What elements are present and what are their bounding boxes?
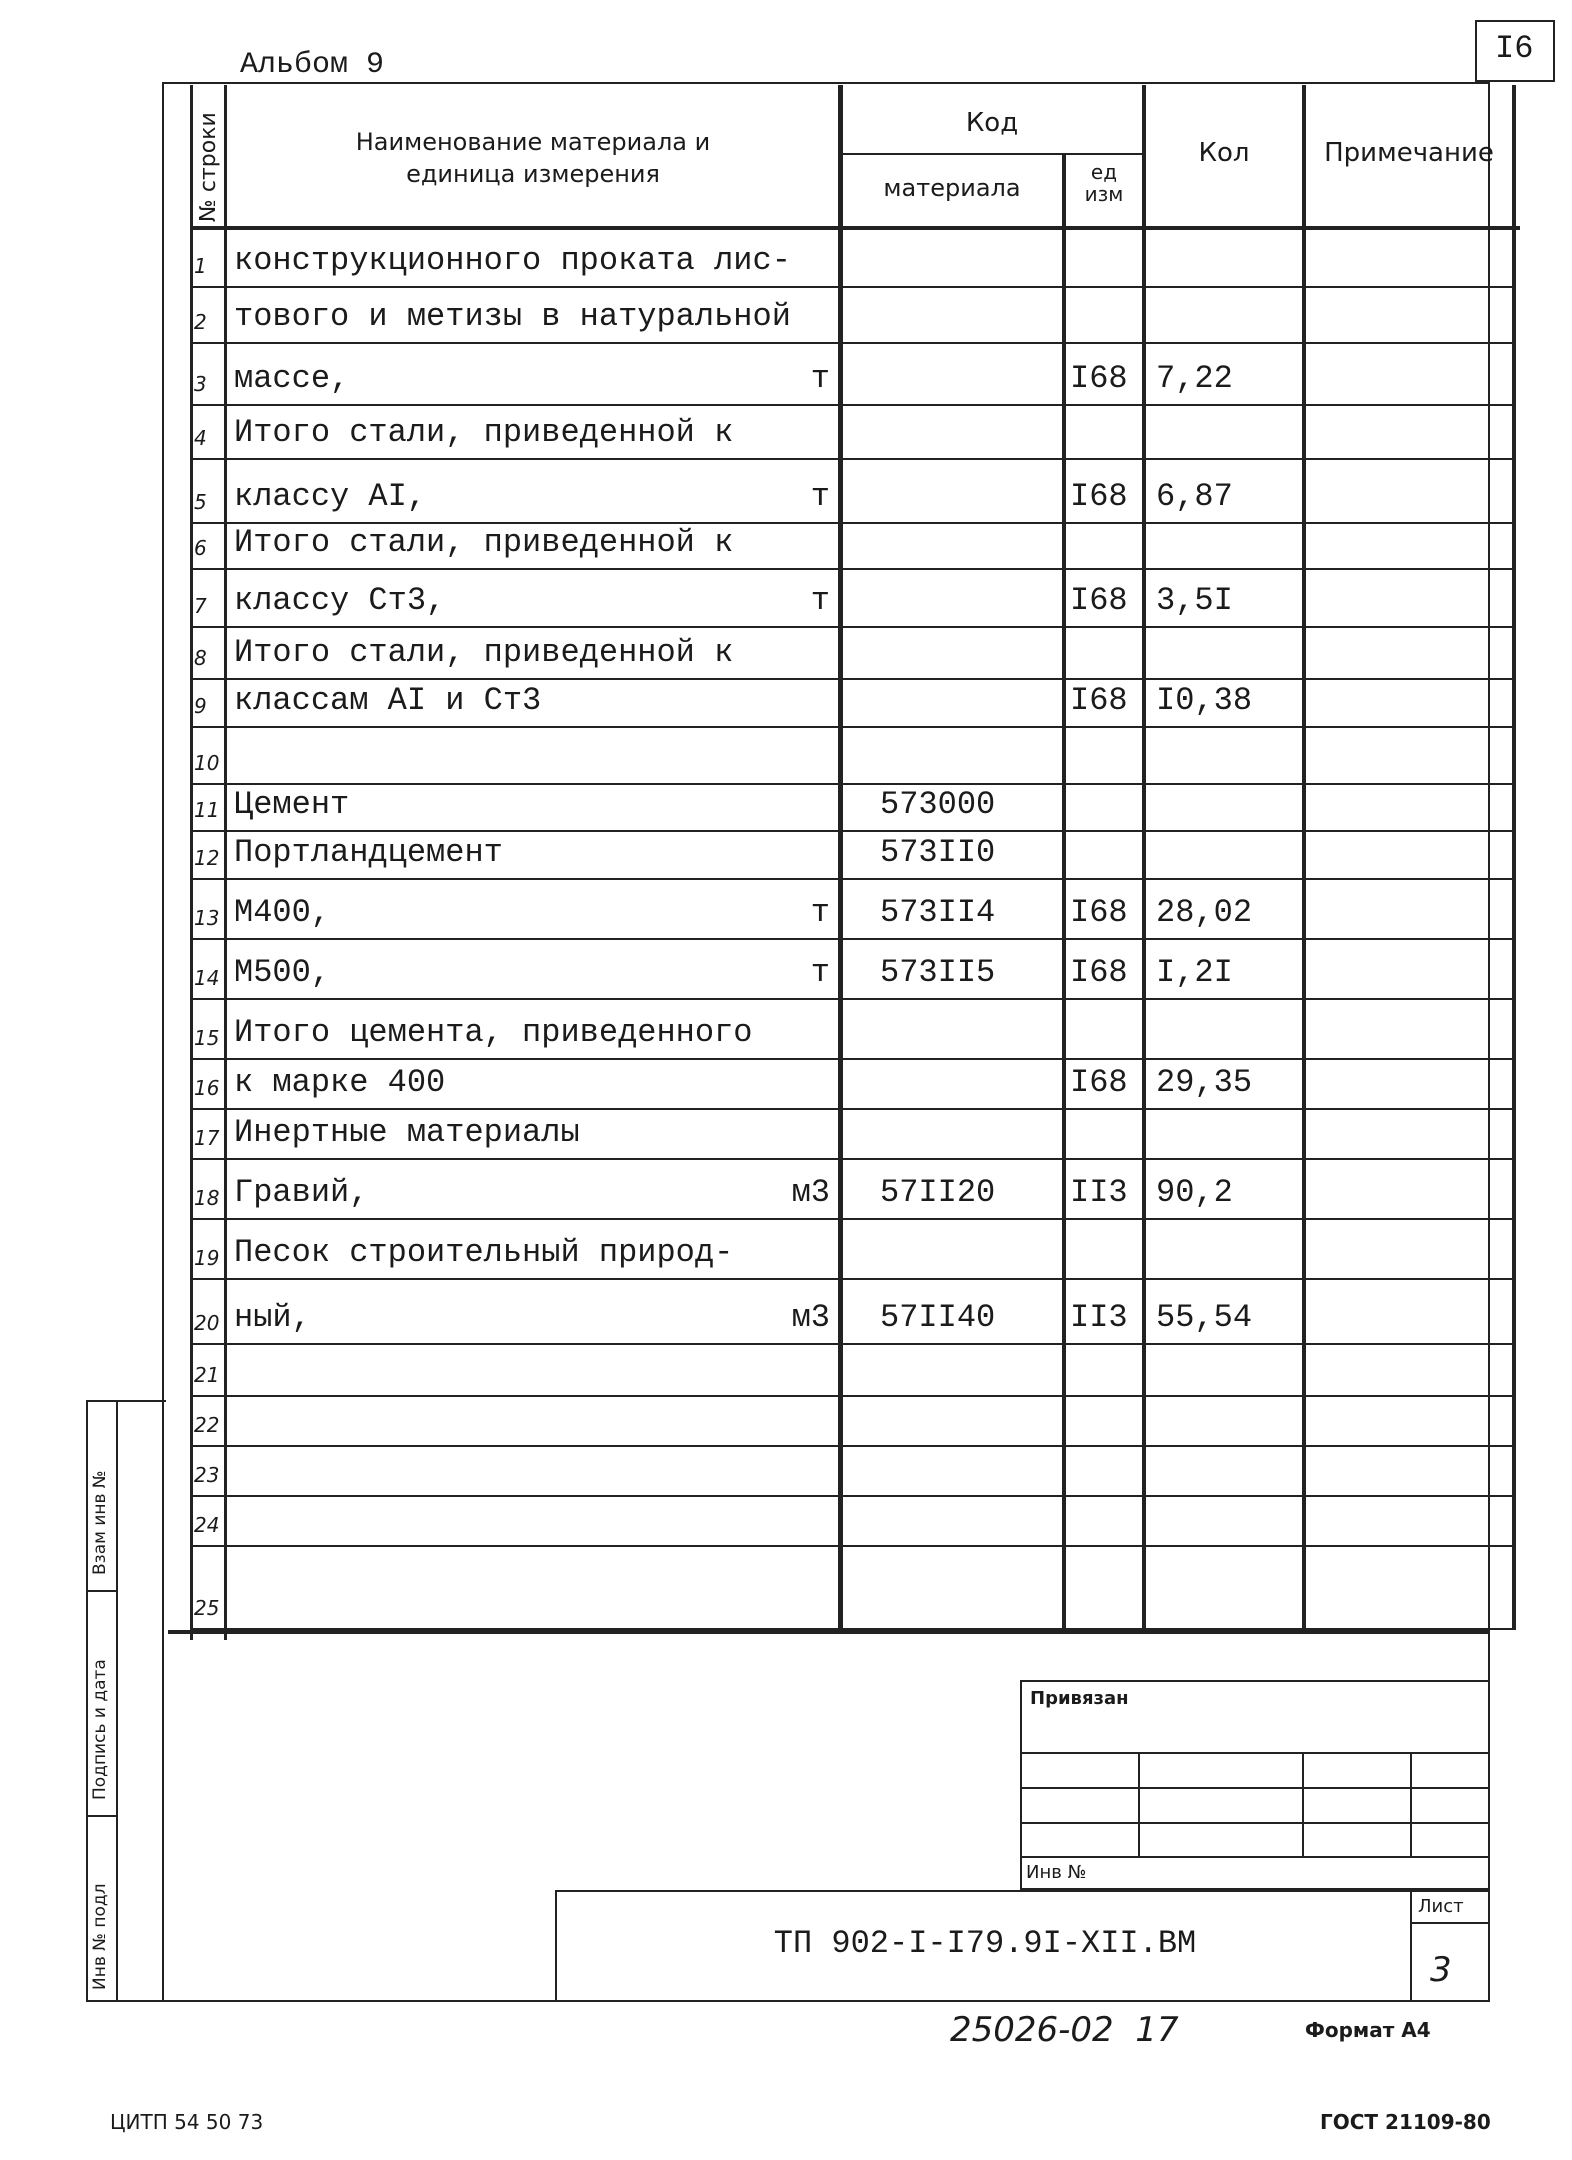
row-number: 3: [194, 372, 207, 396]
row-name: Итого стали, приведенной к: [234, 634, 734, 671]
stamp-list-line: [1410, 1922, 1490, 1924]
row-number: 19: [194, 1246, 220, 1270]
side-stamp-line-1: [86, 1400, 88, 2000]
row-quantity: 29,35: [1156, 1064, 1253, 1101]
row-number: 10: [194, 751, 220, 775]
row-name: классу Ст3,: [234, 582, 446, 619]
header-note: Примечание: [1324, 138, 1494, 168]
stamp-inv-label: Инв №: [1026, 1862, 1087, 1883]
row-unit-code: I68: [1070, 360, 1128, 397]
side-stamp-line-2: [116, 1400, 118, 2000]
stamp-line-3: [1020, 1822, 1490, 1824]
footer-left-code: ЦИТП 54 50 73: [110, 2110, 264, 2134]
row-material-code: 573II0: [880, 834, 996, 871]
row-name: Инертные материалы: [234, 1114, 580, 1151]
row-unit: т: [810, 582, 830, 619]
row-unit-code: I68: [1070, 954, 1128, 991]
footer-gost: ГОСТ 21109-80: [1320, 2110, 1491, 2134]
row-unit: т: [810, 360, 830, 397]
row-number: 2: [194, 310, 207, 334]
table-row: [190, 1060, 1516, 1110]
table-row: [190, 232, 1516, 288]
row-name: Гравий,: [234, 1174, 369, 1211]
row-material-code: 573II5: [880, 954, 996, 991]
row-name: Итого стали, приведенной к: [234, 414, 734, 451]
header-code-material: материала: [883, 174, 1021, 202]
row-number: 6: [194, 536, 207, 560]
row-number: 24: [194, 1513, 220, 1537]
row-unit-code: I68: [1070, 582, 1128, 619]
row-name: классам АI и Ст3: [234, 682, 542, 719]
stamp-privyazan-box: [1020, 1680, 1490, 1890]
row-name: классу АI,: [234, 478, 427, 515]
table-row: [190, 628, 1516, 680]
row-number: 25: [194, 1596, 220, 1620]
side-stamp-sep-2: [86, 1815, 118, 1817]
table-row: [190, 1280, 1516, 1345]
row-unit-code: I68: [1070, 894, 1128, 931]
row-number: 16: [194, 1076, 220, 1100]
row-name: к марке 400: [234, 1064, 446, 1101]
table-row: [190, 680, 1516, 728]
table-row: [190, 1110, 1516, 1160]
row-number: 18: [194, 1186, 220, 1210]
row-number: 21: [194, 1363, 220, 1387]
stamp-privyazan-label: Привязан: [1030, 1688, 1129, 1709]
row-unit-code: II3: [1070, 1174, 1128, 1211]
row-unit-code: I68: [1070, 1064, 1128, 1101]
table-row: [190, 524, 1516, 570]
side-label-podpis: Подпись и дата: [90, 1659, 110, 1800]
header-code-unit-2: изм: [1084, 182, 1124, 206]
row-number: 17: [194, 1126, 220, 1150]
row-name: Цемент: [234, 786, 350, 823]
table-row: [190, 288, 1516, 344]
row-quantity: I,2I: [1156, 954, 1233, 991]
table-row: [190, 880, 1516, 940]
side-stamp-top: [86, 1400, 166, 1402]
row-number: 8: [194, 646, 207, 670]
row-unit-code: I68: [1070, 682, 1128, 719]
table-row: [190, 1000, 1516, 1060]
row-unit: т: [810, 478, 830, 515]
row-name: конструкционного проката лис-: [234, 242, 791, 279]
row-material-code: 573II4: [880, 894, 996, 931]
header-qty: Кол: [1198, 138, 1250, 168]
header-bottom-line: [190, 226, 1520, 230]
stamp-list-number: 3: [1430, 1950, 1452, 1990]
table-row: [190, 406, 1516, 460]
footer-order-number: 25026-02 17: [950, 2010, 1179, 2050]
row-quantity: I0,38: [1156, 682, 1253, 719]
code-subheader-line: [842, 153, 1144, 155]
row-number: 4: [194, 426, 207, 450]
row-number: 15: [194, 1026, 220, 1050]
table-row: [190, 1497, 1516, 1547]
stamp-vline-3: [1410, 1752, 1412, 1856]
row-number: 23: [194, 1463, 220, 1487]
table-row: [190, 832, 1516, 880]
row-name: массе,: [234, 360, 350, 397]
stamp-line-4: [1020, 1856, 1490, 1858]
table-bottom-line: [168, 1630, 1490, 1634]
side-stamp-bottom: [86, 2000, 166, 2002]
stamp-doc-code: ТП 902-I-I79.9I-ХII.ВМ: [773, 1925, 1197, 1962]
table-row: [190, 1547, 1516, 1630]
table-row: [190, 344, 1516, 406]
row-unit-code: II3: [1070, 1299, 1128, 1336]
header-code: Код: [965, 108, 1019, 138]
table-row: [190, 1160, 1516, 1220]
row-name: Итого стали, приведенной к: [234, 524, 734, 561]
side-label-inv-podl: Инв № подл: [90, 1883, 110, 1990]
table-row: [190, 570, 1516, 628]
table-row: [190, 1220, 1516, 1280]
page-corner-number: I6: [1495, 30, 1534, 67]
stamp-vline-2: [1302, 1752, 1304, 1856]
row-unit: м3: [791, 1174, 830, 1211]
row-name: М400,: [234, 894, 331, 931]
table-row: [190, 728, 1516, 785]
side-label-vzam: Взам инв №: [90, 1470, 110, 1575]
row-number: 14: [194, 966, 220, 990]
table-row: [190, 785, 1516, 832]
table-row: [190, 940, 1516, 1000]
side-stamp-sep-1: [86, 1590, 118, 1592]
row-number: 9: [194, 694, 207, 718]
header-row-no: № строки: [196, 112, 221, 222]
header-name-line1: Наименование материала и: [355, 128, 711, 156]
stamp-list-label: Лист: [1418, 1896, 1464, 1917]
row-number: 20: [194, 1311, 220, 1335]
row-name: Песок строительный природ-: [234, 1234, 734, 1271]
row-number: 13: [194, 906, 220, 930]
row-material-code: 573000: [880, 786, 996, 823]
row-number: 12: [194, 846, 220, 870]
stamp-vline-1: [1138, 1752, 1140, 1856]
row-number: 22: [194, 1413, 220, 1437]
row-number: 5: [194, 490, 207, 514]
header-name-line2: единица измерения: [406, 160, 660, 188]
row-quantity: 90,2: [1156, 1174, 1233, 1211]
row-number: 11: [194, 798, 220, 822]
table-row: [190, 1345, 1516, 1397]
header-code-unit-1: ед: [1090, 160, 1118, 184]
row-material-code: 57II20: [880, 1174, 996, 1211]
row-name: Итого цемента, приведенного: [234, 1014, 753, 1051]
row-number: 1: [194, 254, 207, 278]
stamp-line-2: [1020, 1787, 1490, 1789]
row-unit: т: [810, 894, 830, 931]
row-quantity: 28,02: [1156, 894, 1253, 931]
row-separator: [190, 1628, 1516, 1630]
album-label: Альбом 9: [240, 48, 385, 82]
row-quantity: 55,54: [1156, 1299, 1253, 1336]
row-material-code: 57II40: [880, 1299, 996, 1336]
stamp-line-1: [1020, 1752, 1490, 1754]
row-number: 7: [194, 594, 207, 618]
row-unit-code: I68: [1070, 478, 1128, 515]
row-unit: м3: [791, 1299, 830, 1336]
row-quantity: 7,22: [1156, 360, 1233, 397]
stamp-list-divider: [1410, 1890, 1412, 2002]
row-name: М500,: [234, 954, 331, 991]
table-row: [190, 460, 1516, 524]
row-name: Портландцемент: [234, 834, 503, 871]
table-row: [190, 1397, 1516, 1447]
row-name: тового и метизы в натуральной: [234, 298, 791, 335]
footer-format: Формат А4: [1305, 2018, 1431, 2042]
row-quantity: 6,87: [1156, 478, 1233, 515]
row-quantity: 3,5I: [1156, 582, 1233, 619]
table-row: [190, 1447, 1516, 1497]
row-name: ный,: [234, 1299, 311, 1336]
row-unit: т: [810, 954, 830, 991]
